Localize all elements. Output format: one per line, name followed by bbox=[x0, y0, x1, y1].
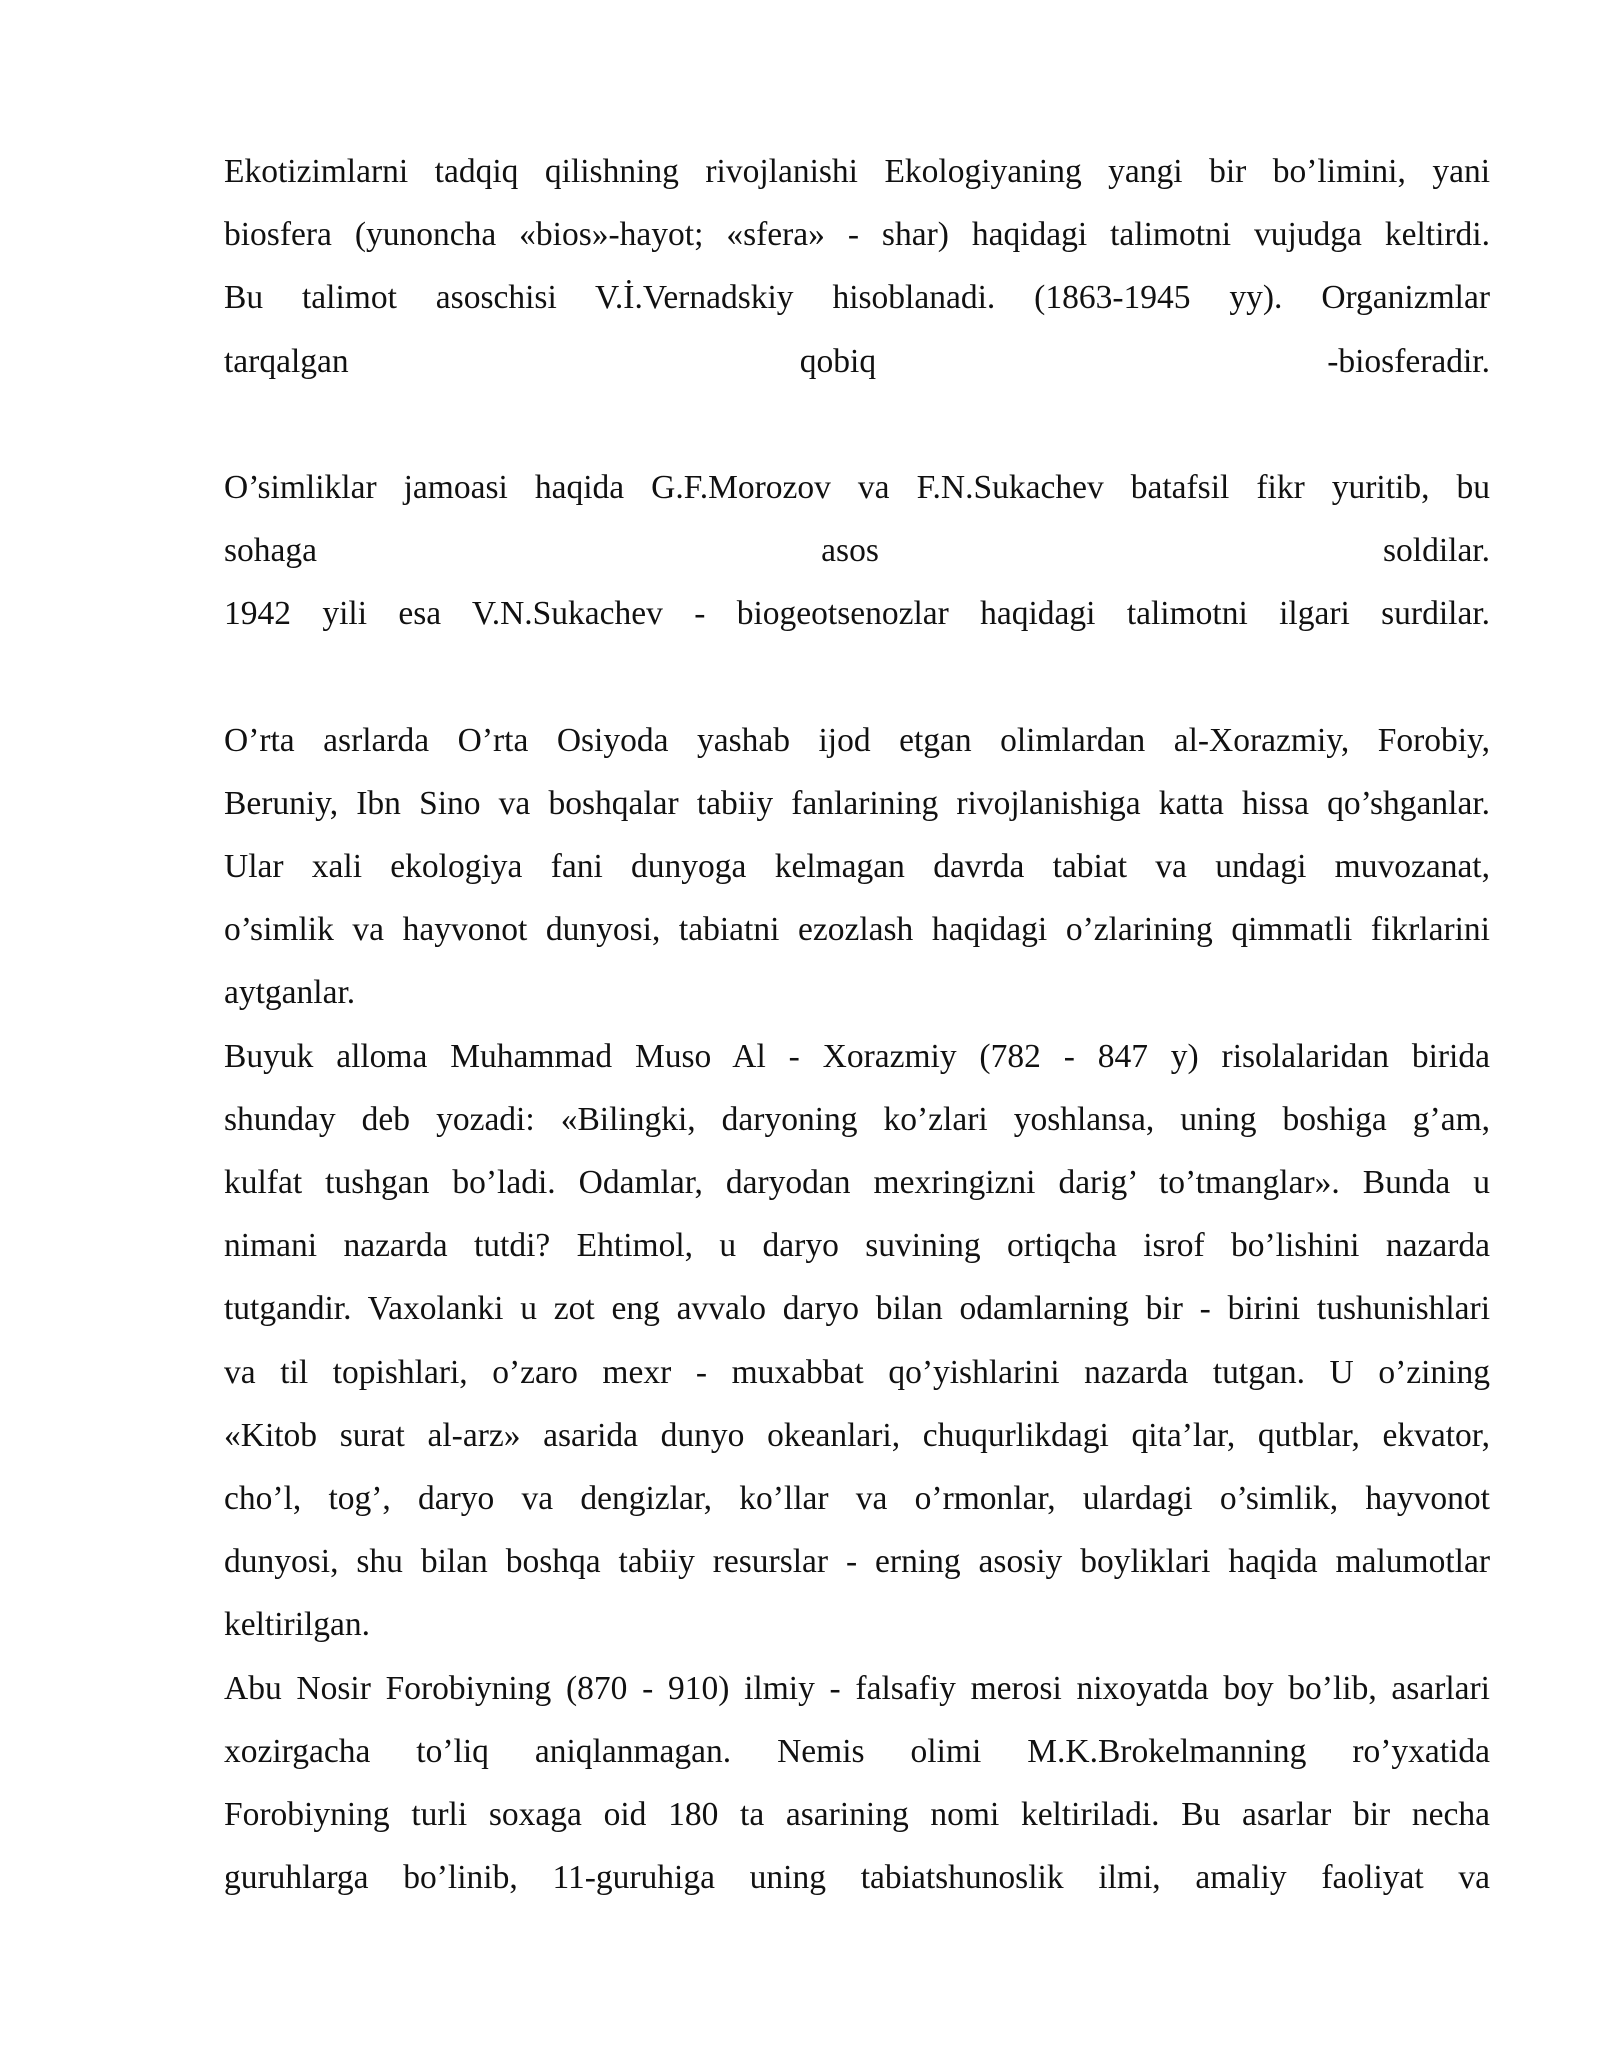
text-line: 1942 yili esa V.N.Sukachev - biogeotsenozlar haqidagi talimotni ilgari surdilar. bbox=[224, 595, 1490, 633]
text-line: nimani nazarda tutdi? Ehtimol, u daryo suvining ortiqcha isrof bo’lishini nazarda bbox=[224, 1227, 1490, 1265]
text-line: Forobiyning turli soxaga oid 180 ta asarining nomi keltiriladi. Bu asarlar bir necha bbox=[224, 1795, 1490, 1833]
text-line: o’simlik va hayvonot dunyosi, tabiatni ezozlash haqidagi o’zlarining qimmatli fikrlarini bbox=[224, 911, 1490, 949]
text-line: «Kitob surat al-arz» asarida dunyo okeanlari, chuqurlikdagi qita’lar, qutblar, ekvator, bbox=[224, 1416, 1490, 1454]
text-line: Ular xali ekologiya fani dunyoga kelmagan davrda tabiat va undagi muvozanat, bbox=[224, 848, 1490, 886]
text-line: keltirilgan. bbox=[224, 1606, 371, 1644]
text-line: Beruniy, Ibn Sino va boshqalar tabiiy fanlarining rivojlanishiga katta hissa qo’shganlar. bbox=[224, 784, 1490, 822]
text-line: O’simliklar jamoasi haqida G.F.Morozov va F.N.Sukachev batafsil fikr yuritib, bu bbox=[224, 468, 1490, 506]
text-line: dunyosi, shu bilan boshqa tabiiy resurslar - erning asosiy boyliklari haqida malumotlar bbox=[224, 1543, 1490, 1581]
document-page bbox=[224, 140, 1490, 1909]
text-line: shunday deb yozadi: «Bilingki, daryoning ko’zlari yoshlansa, uning boshiga g’am, bbox=[224, 1100, 1490, 1138]
text-line: tutgandir. Vaxolanki u zot eng avvalo daryo bilan odamlarning bir - birini tushunishlari bbox=[224, 1290, 1490, 1328]
text-line: sohaga asos soldilar. bbox=[224, 532, 1490, 570]
text-line: aytganlar. bbox=[224, 974, 356, 1012]
text-line: tarqalgan qobiq -biosferadir. bbox=[224, 342, 1490, 380]
text-line: Abu Nosir Forobiyning (870 - 910) ilmiy - falsafiy merosi nixoyatda boy bo’lib, asarlari bbox=[224, 1669, 1490, 1707]
paragraph-gap bbox=[224, 646, 1490, 709]
text-line: va til topishlari, o’zaro mexr - muxabbat qo’yishlarini nazarda tutgan. U o’zining bbox=[224, 1353, 1490, 1391]
text-line: O’rta asrlarda O’rta Osiyoda yashab ijod etgan olimlardan al-Xorazmiy, Forobiy, bbox=[224, 721, 1490, 759]
text-line: guruhlarga bo’linib, 11-guruhiga uning tabiatshunoslik ilmi, amaliy faoliyat va bbox=[224, 1859, 1490, 1897]
text-line: cho’l, tog’, daryo va dengizlar, ko’llar va o’rmonlar, ulardagi o’simlik, hayvonot bbox=[224, 1479, 1490, 1517]
text-line: Buyuk alloma Muhammad Muso Al - Xorazmiy (782 - 847 y) risolalaridan birida bbox=[224, 1037, 1490, 1075]
paragraph-gap bbox=[224, 393, 1490, 456]
text-line: Ekotizimlarni tadqiq qilishning rivojlanishi Ekologiyaning yangi bir bo’limini, yani bbox=[224, 153, 1490, 190]
text-line: kulfat tushgan bo’ladi. Odamlar, daryodan mexringizni darig’ to’tmanglar». Bunda u bbox=[224, 1164, 1490, 1201]
text-line: xozirgacha to’liq aniqlanmagan. Nemis olimi M.K.Brokelmanning ro’yxatida bbox=[224, 1732, 1490, 1770]
text-line: Bu talimot asoschisi V.İ.Vernadskiy hisoblanadi. (1863-1945 yy). Organizmlar bbox=[224, 279, 1490, 317]
text-line: biosfera (yunoncha «bios»-hayot; «sfera» - shar) haqidagi talimotni vujudga keltirdi. bbox=[224, 216, 1490, 254]
